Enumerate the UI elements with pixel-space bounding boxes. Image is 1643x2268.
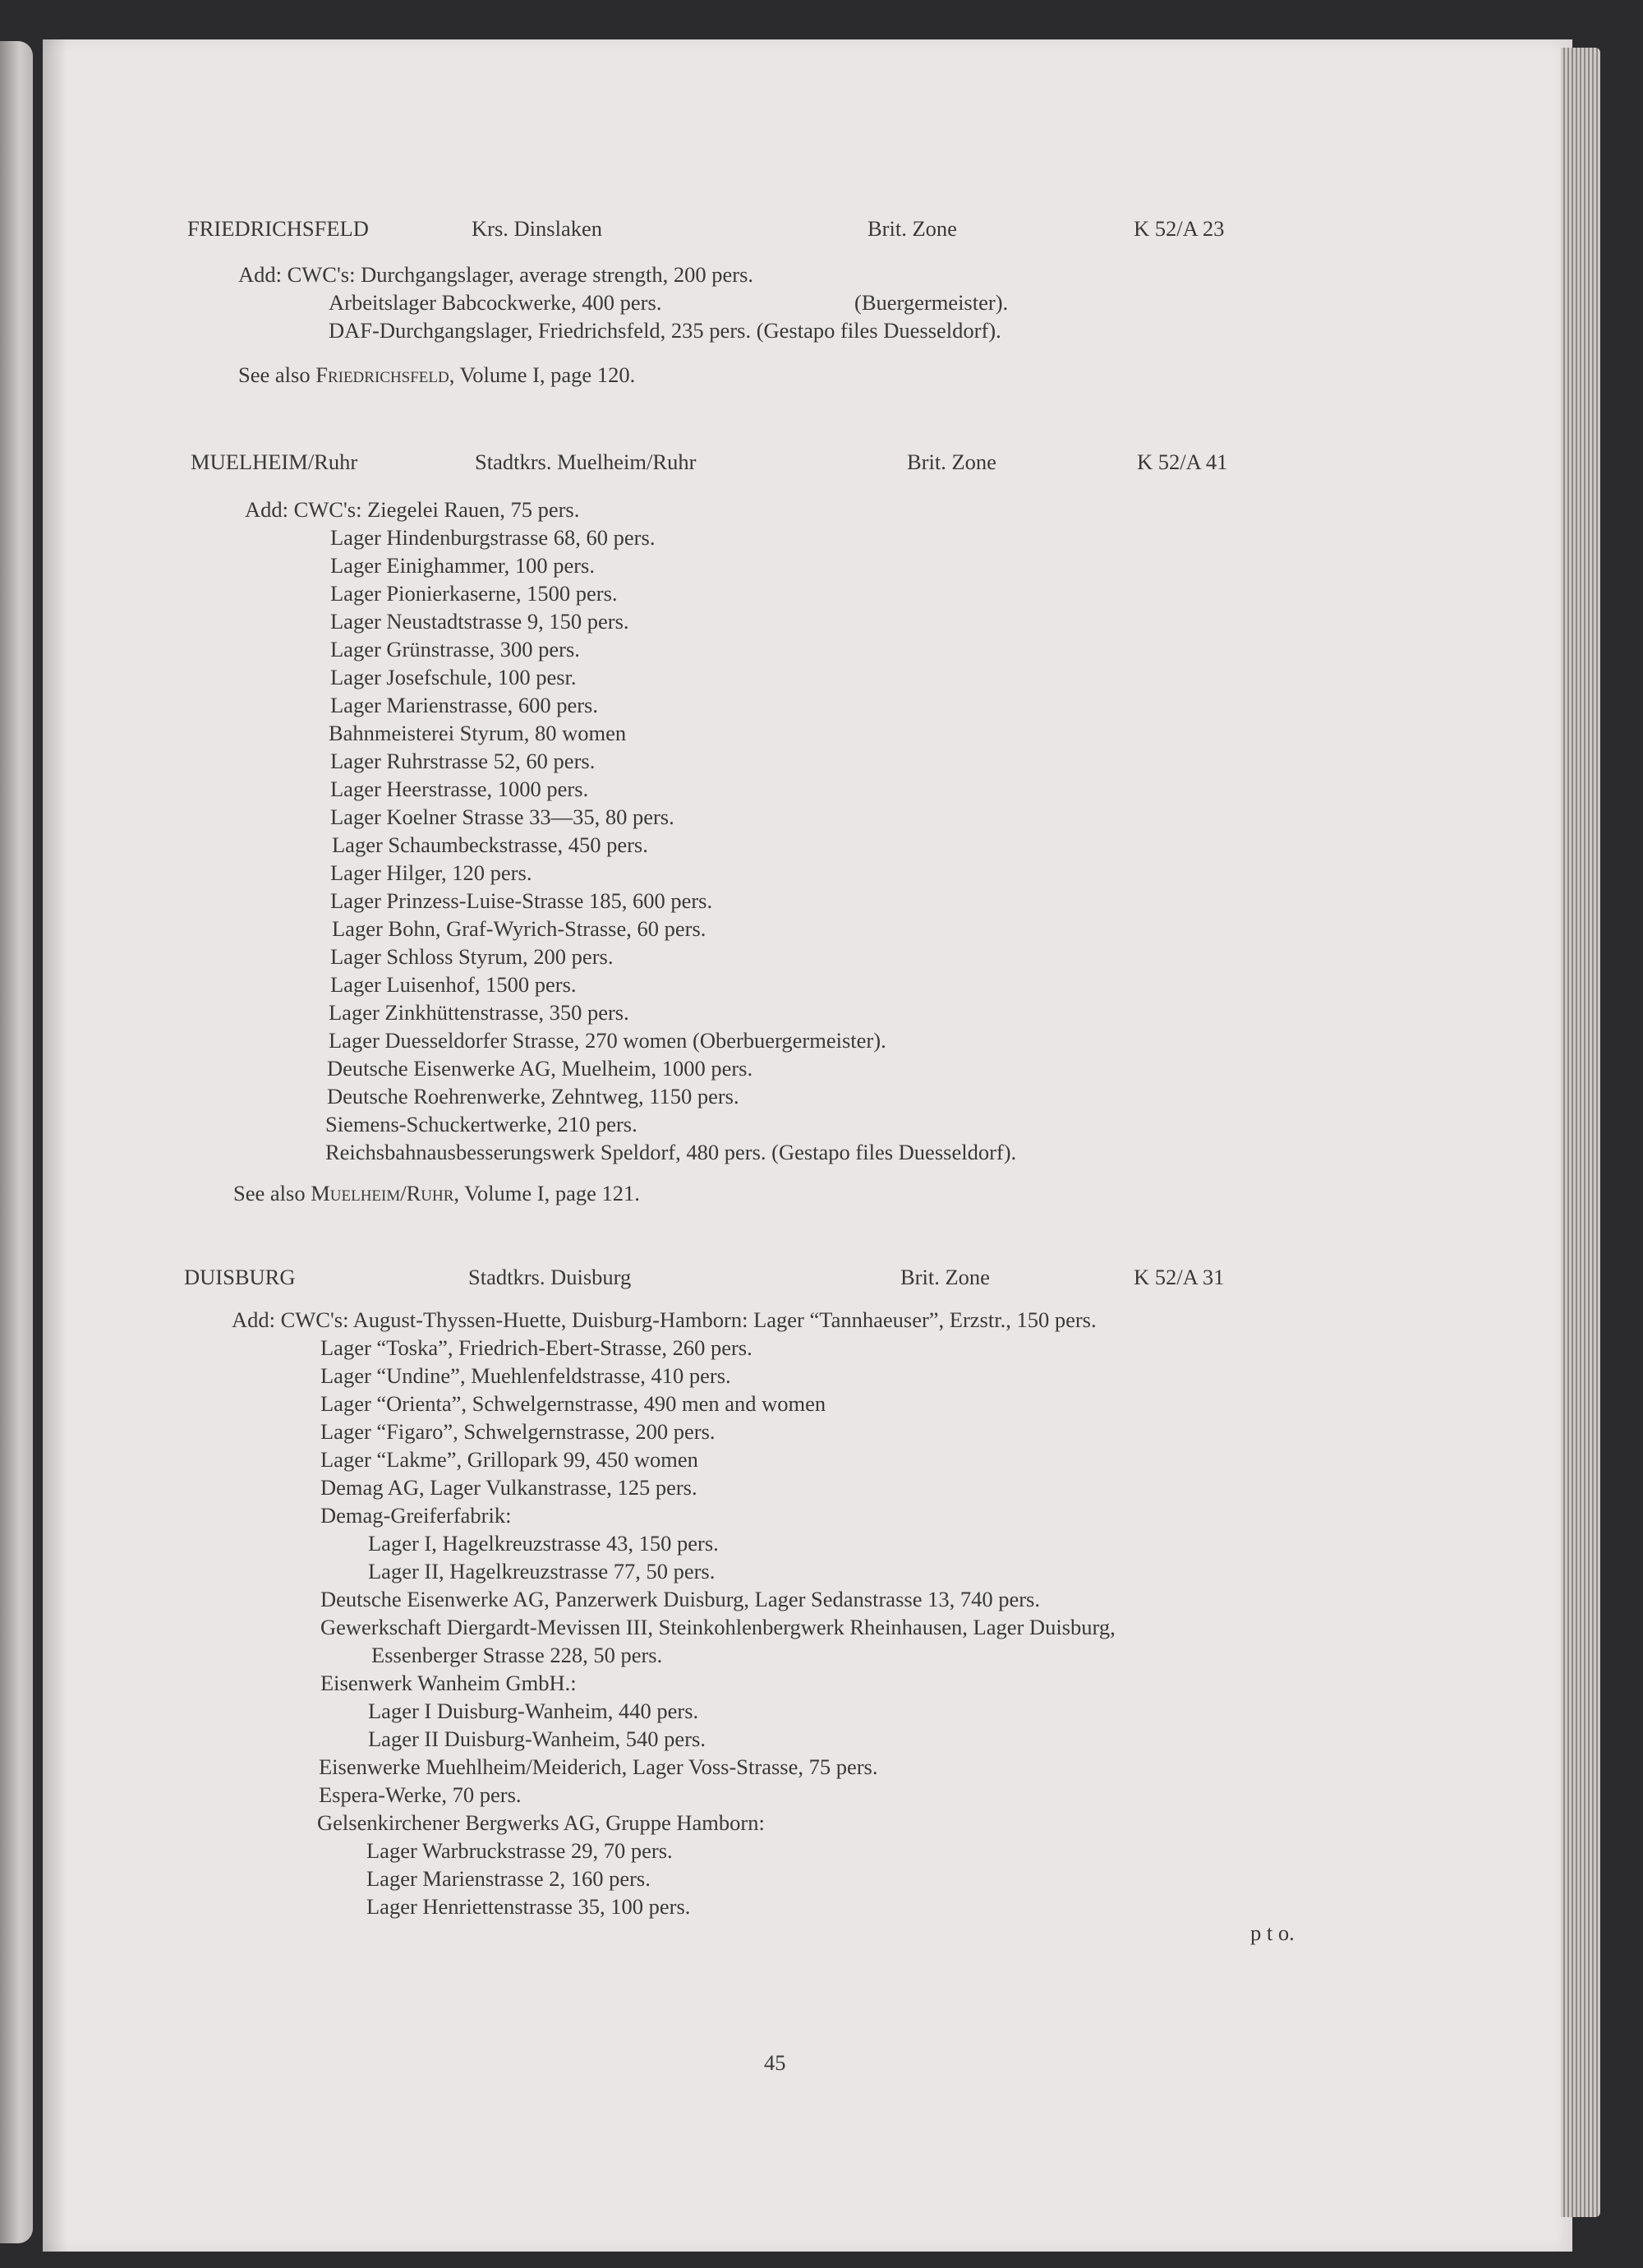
previous-page-edge xyxy=(0,41,33,2243)
page-stack-edge xyxy=(1561,48,1600,2217)
see-also-suffix: , Volume I, page 121. xyxy=(453,1181,640,1205)
entry-line: Lager Hindenburgstrasse 68, 60 pers. xyxy=(330,525,656,550)
entry-line: Add: CWC's: August-Thyssen-Huette, Duisburg-Hamborn: Lager “Tannhaeuser”, Erzstr., 150 pers. xyxy=(232,1307,1097,1332)
entry-line: Deutsche Eisenwerke AG, Panzerwerk Duisburg, Lager Sedanstrasse 13, 740 pers. xyxy=(320,1587,1040,1611)
entry-line: Lager Prinzess-Luise-Strasse 185, 600 pers. xyxy=(330,888,713,913)
entry-line: Lager Bohn, Graf-Wyrich-Strasse, 60 pers. xyxy=(332,916,706,941)
see-also-prefix: See also xyxy=(233,1181,306,1205)
entry-line: Lager Ruhrstrasse 52, 60 pers. xyxy=(330,749,596,773)
entry-line: Lager Neustadtstrasse 9, 150 pers. xyxy=(330,609,629,634)
entry-line: Lager Josefschule, 100 pesr. xyxy=(330,665,577,689)
entry-line: Lager Schloss Styrum, 200 pers. xyxy=(330,944,614,969)
entry-line: Lager “Toska”, Friedrich-Ebert-Strasse, 260 pers. xyxy=(320,1335,752,1360)
entry-line: Lager Einighammer, 100 pers. xyxy=(330,553,595,578)
entry-place: FRIEDRICHSFELD xyxy=(187,216,369,241)
entry-code: K 52/A 23 xyxy=(1134,216,1225,241)
entry-line: Essenberger Strasse 228, 50 pers. xyxy=(371,1643,663,1667)
entry-line: Gewerkschaft Diergardt-Mevissen III, Steinkohlenbergwerk Rheinhausen, Lager Duisburg, xyxy=(320,1615,1116,1639)
see-also xyxy=(233,1180,640,1206)
gutter-shadow xyxy=(43,39,67,2252)
entry-district: Stadtkrs. Muelheim/Ruhr xyxy=(475,449,697,474)
entry-line: Arbeitslager Babcockwerke, 400 pers. xyxy=(329,290,662,315)
entry-line: Add: CWC's: Ziegelei Rauen, 75 pers. xyxy=(245,497,580,522)
entry-line: Lager I, Hagelkreuzstrasse 43, 150 pers. xyxy=(368,1531,719,1556)
entry-zone: Brit. Zone xyxy=(907,449,996,474)
entry-line: Bahnmeisterei Styrum, 80 women xyxy=(329,721,627,745)
source-note: (Buergermeister). xyxy=(854,290,1009,315)
see-also-name: Muelheim/Ruhr xyxy=(311,1181,454,1205)
entry-line: Lager Hilger, 120 pers. xyxy=(330,860,532,885)
entry-zone: Brit. Zone xyxy=(900,1265,990,1289)
entry-line: Lager Luisenhof, 1500 pers. xyxy=(330,972,577,997)
entry-line: Lager II Duisburg-Wanheim, 540 pers. xyxy=(368,1726,706,1751)
entry-line: Lager I Duisburg-Wanheim, 440 pers. xyxy=(368,1699,699,1723)
entry-line: Reichsbahnausbesserungswerk Speldorf, 480 pers. (Gestapo files Duesseldorf). xyxy=(325,1140,1017,1164)
entry-line: Lager “Figaro”, Schwelgernstrasse, 200 pers. xyxy=(320,1419,716,1444)
see-also-name: Friedrichsfeld xyxy=(315,362,449,387)
entry-line: Lager Grünstrasse, 300 pers. xyxy=(330,637,580,662)
entry-line: Deutsche Roehrenwerke, Zehntweg, 1150 pers. xyxy=(327,1084,739,1109)
entry-line: Add: CWC's: Durchgangslager, average strength, 200 pers. xyxy=(238,262,754,287)
entry-line: Gelsenkirchener Bergwerks AG, Gruppe Hamborn: xyxy=(317,1810,765,1835)
entry-line: DAF-Durchgangslager, Friedrichsfeld, 235 pers. (Gestapo files Duesseldorf). xyxy=(329,318,1001,343)
entry-line: Siemens-Schuckertwerke, 210 pers. xyxy=(325,1112,637,1136)
see-also xyxy=(238,362,635,388)
entry-line: Lager “Orienta”, Schwelgernstrasse, 490 men and women xyxy=(320,1391,826,1416)
entry-place: MUELHEIM/Ruhr xyxy=(191,449,358,474)
see-also-suffix: , Volume I, page 120. xyxy=(449,362,636,387)
see-also-prefix: See also xyxy=(238,362,311,387)
entry-line: Lager Henriettenstrasse 35, 100 pers. xyxy=(366,1894,691,1919)
entry-line: Lager Zinkhüttenstrasse, 350 pers. xyxy=(329,1000,629,1025)
entry-line: Espera-Werke, 70 pers. xyxy=(319,1782,522,1807)
entry-zone: Brit. Zone xyxy=(868,216,957,241)
entry-line: Lager Heerstrasse, 1000 pers. xyxy=(330,777,589,801)
entry-line: Lager II, Hagelkreuzstrasse 77, 50 pers. xyxy=(368,1559,716,1583)
entry-line: Eisenwerk Wanheim GmbH.: xyxy=(320,1671,577,1695)
entry-place: DUISBURG xyxy=(184,1265,296,1289)
entry-line: Demag-Greiferfabrik: xyxy=(320,1503,512,1528)
page-number: 45 xyxy=(764,2050,786,2075)
entry-line: Lager Schaumbeckstrasse, 450 pers. xyxy=(332,832,648,857)
entry-line: Lager Marienstrasse 2, 160 pers. xyxy=(366,1866,651,1891)
entry-district: Stadtkrs. Duisburg xyxy=(468,1265,632,1289)
pto-note: p t o. xyxy=(1250,1920,1295,1945)
entry-code: K 52/A 41 xyxy=(1137,449,1228,474)
entry-line: Demag AG, Lager Vulkanstrasse, 125 pers. xyxy=(320,1475,697,1500)
entry-line: Lager Duesseldorfer Strasse, 270 women (Oberbuergermeister). xyxy=(329,1028,886,1053)
entry-district: Krs. Dinslaken xyxy=(472,216,602,241)
entry-line: Lager Koelner Strasse 33—35, 80 pers. xyxy=(330,804,674,829)
entry-line: Lager Warbruckstrasse 29, 70 pers. xyxy=(366,1838,673,1863)
entry-line: Eisenwerke Muehlheim/Meiderich, Lager Voss-Strasse, 75 pers. xyxy=(319,1754,878,1779)
entry-line: Lager “Lakme”, Grillopark 99, 450 women xyxy=(320,1447,698,1472)
entry-line: Lager Pionierkaserne, 1500 pers. xyxy=(330,581,618,606)
entry-line: Lager Marienstrasse, 600 pers. xyxy=(330,693,598,717)
entry-line: Deutsche Eisenwerke AG, Muelheim, 1000 pers. xyxy=(327,1056,753,1081)
entry-code: K 52/A 31 xyxy=(1134,1265,1225,1289)
entry-line: Lager “Undine”, Muehlenfeldstrasse, 410 pers. xyxy=(320,1363,731,1388)
